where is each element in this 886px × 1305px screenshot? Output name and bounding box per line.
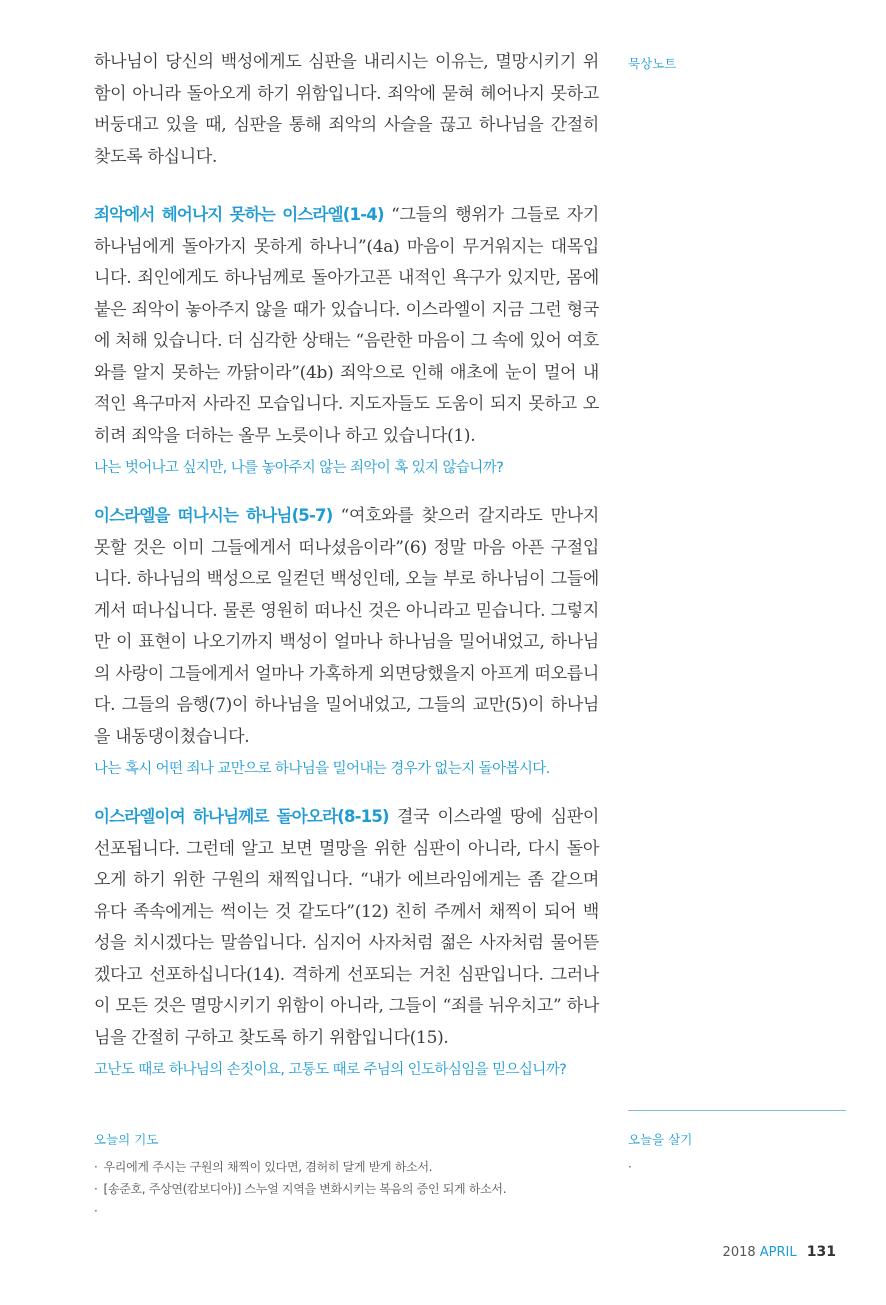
section-paragraph [94, 801, 599, 1054]
page-footer [723, 1244, 836, 1260]
prayer-list [94, 1156, 614, 1222]
prayer-title: 오늘의 기도 [94, 1132, 159, 1147]
living-box [628, 1130, 692, 1178]
section-paragraph [94, 199, 599, 452]
page-number: 131 [806, 1244, 836, 1260]
divider-line [628, 1110, 846, 1111]
prayer-item [94, 1200, 614, 1222]
living-title: 오늘을 살기 [628, 1132, 693, 1147]
prayer-box [94, 1130, 614, 1222]
footer-year: 2018 [722, 1245, 756, 1260]
meditation-note-label: 묵상노트 [628, 56, 677, 71]
section-heading: 이스라엘이여 하나님께로 돌아오라(8-15) [94, 807, 389, 826]
bullet-dot-icon: · [94, 1204, 98, 1218]
bullet-dot-icon: · [628, 1160, 632, 1174]
section-body: 결국 이스라엘 땅에 심판이 선포됩니다. 그런데 알고 보면 멸망을 위한 심판이 아니라, 다시 돌아오게 하기 위한 구원의 채찍입니다. “내가 에브라임에게는 좀 같으며 유다 족속에게는 썩이는 것 같도다”(12) 친히 주께서 채찍이 되어 백성을 치시겠다는 말씀입니다. 심지어 사자처럼 젊은 사자처럼 물어뜯겠다고 선포하십니다(14). 격하게 선포되는 거친 심판입니다. 그러나 이 모든 것은 멸망시키기 위함이 아니라, 그들이 “죄를 뉘우치고” 하나님을 간절히 구하고 찾도록 하기 위함입니다(15). [94, 807, 599, 1048]
bullet-dot-icon: · [94, 1182, 98, 1196]
reflection-question: 고난도 때로 하나님의 손짓이요, 고통도 때로 주님의 인도하심임을 믿으십니까? [94, 1062, 567, 1078]
footer-month: APRIL [759, 1245, 797, 1260]
section-heading: 죄악에서 헤어나지 못하는 이스라엘(1-4) [94, 205, 384, 224]
section-paragraph [94, 500, 599, 753]
living-item [628, 1156, 692, 1178]
main-column [94, 47, 599, 1082]
section-body: “여호와를 찾으러 갈지라도 만나지 못할 것은 이미 그들에게서 떠나셨음이라”(6) 정말 마음 아픈 구절입니다. 하나님의 백성으로 일컫던 백성인데, 오늘 부로 하나님이 그들에게서 떠나십니다. 물론 영원히 떠나신 것은 아니라고 믿습니다. 그렇지만 이 표현이 나오기까지 백성이 얼마나 하나님을 밀어내었고, 하나님의 사랑이 그들에게서 얼마나 가혹하게 외면당했을지 아프게 떠오릅니다. 그들의 음행(7)이 하나님을 밀어내었고, 그들의 교만(5)이 하나님을 내동댕이쳤습니다. [94, 506, 600, 747]
bullet-dot-icon: · [94, 1160, 98, 1174]
prayer-item: · 우리에게 주시는 구원의 채찍이 있다면, 겸허히 달게 받게 하소서. [94, 1160, 433, 1174]
intro-paragraph: 하나님이 당신의 백성에게도 심판을 내리시는 이유는, 멸망시키기 위함이 아니라 돌아오게 하기 위함입니다. 죄악에 묻혀 헤어나지 못하고 버둥대고 있을 때, 심판을 통해 죄악의 사슬을 끊고 하나님을 간절히 찾도록 하십니다. [94, 52, 599, 167]
section-body: “그들의 행위가 그들로 자기 하나님에게 돌아가지 못하게 하나니”(4a) 마음이 무거워지는 대목입니다. 죄인에게도 하나님께로 돌아가고픈 내적인 욕구가 있지만, 몸에 붙은 죄악이 놓아주지 않을 때가 있습니다. 이스라엘이 지금 그런 형국에 처해 있습니다. 더 심각한 상태는 “음란한 마음이 그 속에 있어 여호와를 알지 못하는 까닭이라”(4b) 죄악으로 인해 애초에 눈이 멀어 내적인 욕구마저 사라진 모습입니다. 지도자들도 도움이 되지 못하고 오히려 죄악을 더하는 올무 노릇이나 하고 있습니다(1). [94, 205, 599, 446]
section-heading: 이스라엘을 떠나시는 하나님(5-7) [94, 506, 333, 525]
reflection-question: 나는 벗어나고 싶지만, 나를 놓아주지 않는 죄악이 혹 있지 않습니까? [94, 460, 504, 476]
reflection-question: 나는 혹시 어떤 죄나 교만으로 하나님을 밀어내는 경우가 없는지 돌아봅시다. [94, 761, 550, 777]
prayer-item: · [송준호, 주상연(캄보디아)] 스누얼 지역을 변화시키는 복음의 증인 되게 하소서. [94, 1182, 507, 1196]
